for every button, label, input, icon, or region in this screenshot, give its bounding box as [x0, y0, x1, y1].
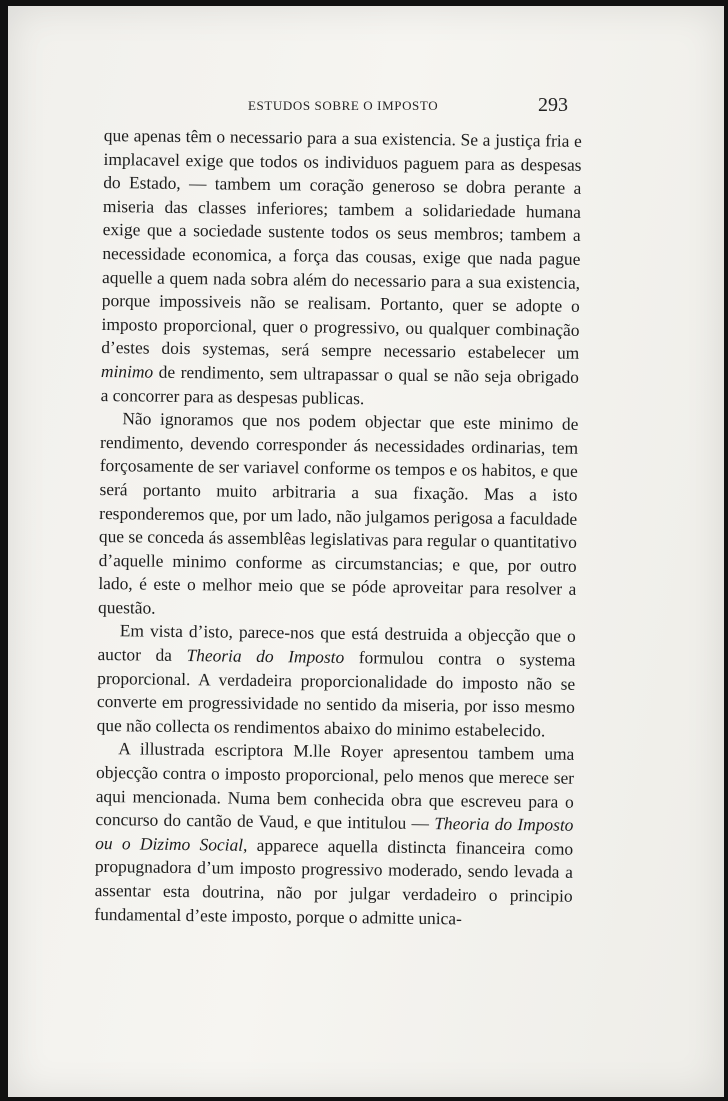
paragraph-1-text-a: que apenas têm o necessario para a sua existencia. Se a justiça fria e implacavel exige que todos os individuos paguem para as despesas do Estado, — tambem um coração generoso se dobra perante a miseria das classes inferiores; tambem a solidariedade humana exige que a sociedade sustente todos os seus membros; tambem a necessidade economica, a força das cousas, exige que nada pague aquelle a quem nada sobra além do necessario para a sua existencia, porque impossiveis não se realisam. Portanto, quer se adopte o imposto proporcional, quer o progressivo, ou qualquer combinação d’estes dois systemas, será sempre necessario estabelecer um	[101, 124, 582, 364]
paragraph-4	[94, 737, 574, 932]
paragraph-2	[98, 407, 579, 625]
body-text	[94, 124, 582, 932]
book-page	[8, 6, 724, 1097]
paragraph-2-text: Não ignoramos que nos podem objectar que este minimo de rendimento, devendo corresponder ás necessidades ordinarias, tem forçosamente de ser variavel conforme os tempos e os habitos, e que será portanto muito arbitraria a sua fixação. Mas a isto responderemos que, por um lado, não julgamos perigosa a faculdade que se conceda ás assemblêas legislativas para regular o quantitativo d’aquelle minimo conforme as circumstancias; e que, por outro lado, é este o melhor meio que se póde aproveitar para resolver a questão.	[97, 408, 579, 618]
paragraph-4-text-a: A illustrada escriptora M.lle Royer apresentou tambem uma objecção contra o imposto proporcional, pelo menos que merece ser aqui mencionada. Numa bem conhecida obra que escreveu para o concurso do cantão de Vaud, e que intitulou —	[95, 738, 575, 834]
paragraph-4-italic: Theoria do Imposto ou o Dizimo Social,	[95, 813, 574, 855]
paragraph-1-text-b: de rendimento, sem ultrapassar o qual se não seja obrigado a concorrer para as despesas publicas.	[100, 361, 580, 408]
paragraph-3-text-a: Em vista d’isto, parece-nos que está destruida a objecção que o auctor da	[97, 620, 576, 665]
paragraph-3	[97, 619, 576, 743]
page-number: 293	[538, 94, 568, 116]
running-title: ESTUDOS SOBRE O IMPOSTO	[248, 98, 439, 113]
paragraph-3-italic: Theoria do Imposto	[186, 645, 345, 668]
paragraph-1-italic: minimo	[100, 360, 154, 382]
paragraph-1	[101, 124, 582, 413]
paragraph-3-text-b: formulou contra o systema proporcional. A verdadeira proporcionalidade do imposto não se converte em progressividade no sentido da miseria, por isso mesmo que não collecta os rendimentos abaixo do minimo estabelecido.	[96, 647, 576, 741]
page-header	[8, 94, 724, 124]
paragraph-4-text-b: apparece aquella distincta financeira como propugnadora d’um imposto progressivo moderado, sendo levada a assentar esta doutrina, não por julgar verdadeiro o principio fundamental d’este imposto, porque o admitte unica-	[94, 834, 574, 929]
